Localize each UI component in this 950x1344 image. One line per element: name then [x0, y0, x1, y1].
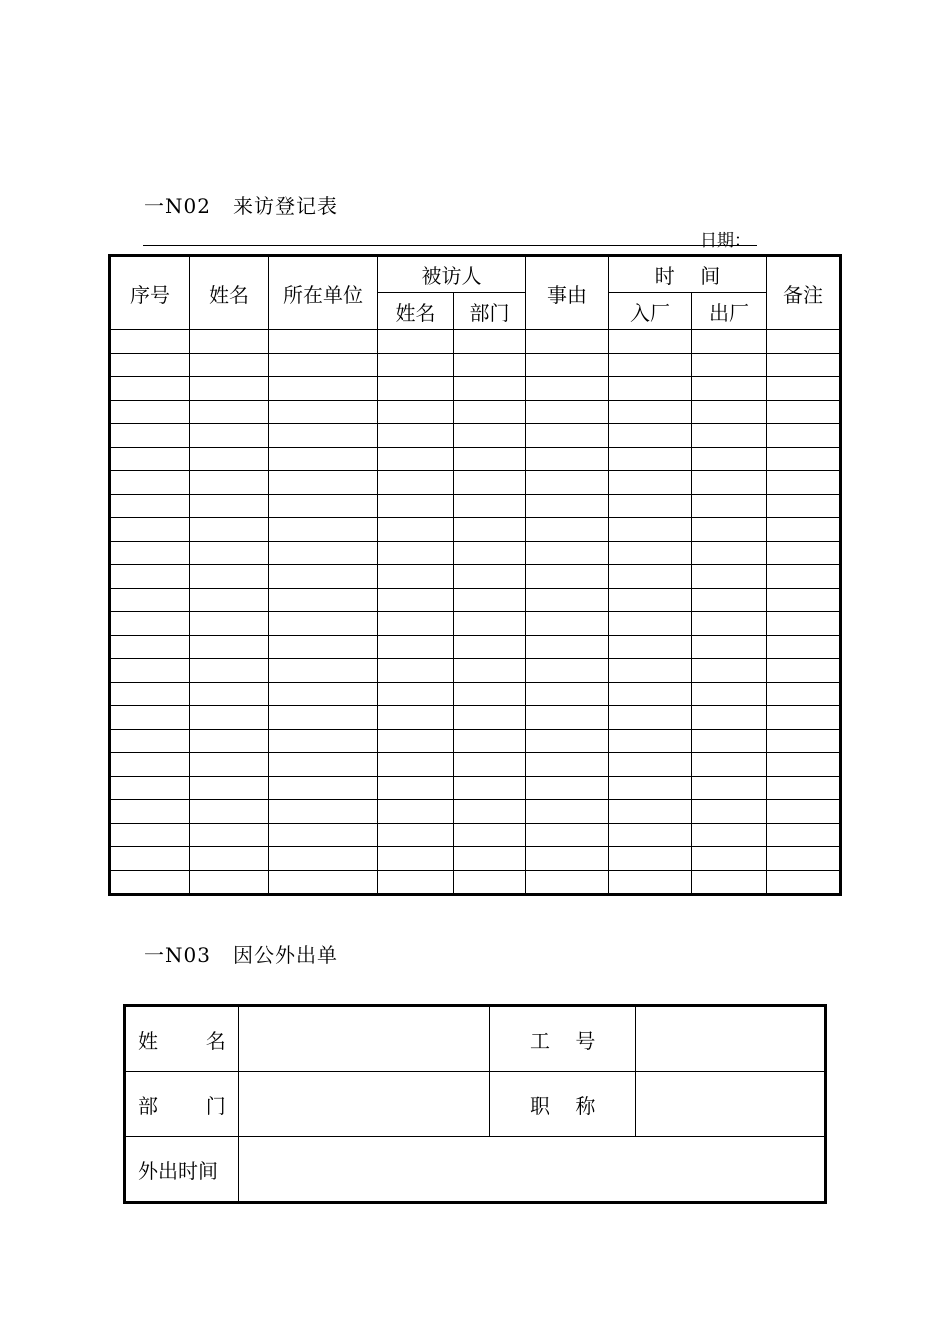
table-cell[interactable]: [692, 565, 767, 589]
table-cell[interactable]: [190, 682, 269, 706]
table-cell[interactable]: [609, 330, 692, 354]
table-cell[interactable]: [692, 518, 767, 542]
table-cell[interactable]: [609, 776, 692, 800]
table-row: [110, 377, 841, 401]
out-time-field[interactable]: [238, 1137, 825, 1203]
table-cell[interactable]: [692, 682, 767, 706]
table-cell[interactable]: [692, 847, 767, 871]
table-cell[interactable]: [767, 518, 841, 542]
table-cell[interactable]: [692, 753, 767, 777]
col-unit: 所在单位: [269, 256, 378, 330]
table-cell[interactable]: [692, 588, 767, 612]
table-cell[interactable]: [378, 588, 454, 612]
table-cell[interactable]: [767, 682, 841, 706]
table-cell[interactable]: [190, 612, 269, 636]
table-cell[interactable]: [190, 870, 269, 895]
table-row: [110, 518, 841, 542]
table-cell[interactable]: [609, 565, 692, 589]
table-cell[interactable]: [609, 870, 692, 895]
table-cell[interactable]: [110, 776, 190, 800]
table-cell[interactable]: [767, 400, 841, 424]
table-cell[interactable]: [692, 330, 767, 354]
table-cell[interactable]: [269, 682, 378, 706]
table-cell[interactable]: [110, 353, 190, 377]
table-cell[interactable]: [526, 753, 609, 777]
table-cell[interactable]: [609, 729, 692, 753]
dept-label-a: 部: [138, 1093, 158, 1118]
table-cell[interactable]: [378, 635, 454, 659]
table-cell[interactable]: [454, 424, 526, 448]
date-underline: [143, 245, 757, 246]
table-cell[interactable]: [190, 400, 269, 424]
table-row: [110, 494, 841, 518]
table-cell[interactable]: [110, 565, 190, 589]
table-cell[interactable]: [378, 659, 454, 683]
table-cell[interactable]: [110, 447, 190, 471]
table-cell[interactable]: [190, 565, 269, 589]
table-cell[interactable]: [378, 424, 454, 448]
table-cell[interactable]: [269, 424, 378, 448]
table-row: [110, 753, 841, 777]
table-cell[interactable]: [269, 776, 378, 800]
table-cell[interactable]: [110, 588, 190, 612]
table-cell[interactable]: [110, 706, 190, 730]
table-cell[interactable]: [692, 635, 767, 659]
table-cell[interactable]: [692, 400, 767, 424]
table-cell[interactable]: [692, 541, 767, 565]
table-cell[interactable]: [110, 612, 190, 636]
table-row: [110, 424, 841, 448]
table-cell[interactable]: [609, 424, 692, 448]
table-cell[interactable]: [190, 494, 269, 518]
table-cell[interactable]: [692, 706, 767, 730]
table-cell[interactable]: [378, 729, 454, 753]
table-cell[interactable]: [190, 659, 269, 683]
table-cell[interactable]: [526, 682, 609, 706]
table-cell[interactable]: [767, 847, 841, 871]
table-cell[interactable]: [767, 800, 841, 824]
table-cell[interactable]: [767, 729, 841, 753]
table-cell[interactable]: [110, 870, 190, 895]
table-cell[interactable]: [378, 800, 454, 824]
table-cell[interactable]: [110, 682, 190, 706]
table-cell[interactable]: [526, 588, 609, 612]
table-cell[interactable]: [269, 706, 378, 730]
table-cell[interactable]: [269, 753, 378, 777]
table-cell[interactable]: [454, 377, 526, 401]
table-cell[interactable]: [454, 494, 526, 518]
col-visitee-name: 姓名: [378, 293, 454, 330]
table-cell[interactable]: [609, 635, 692, 659]
col-reason: 事由: [526, 256, 609, 330]
table-cell[interactable]: [454, 870, 526, 895]
table-cell[interactable]: [269, 471, 378, 495]
table-cell[interactable]: [692, 800, 767, 824]
table-cell[interactable]: [110, 494, 190, 518]
table-cell[interactable]: [526, 729, 609, 753]
table-cell[interactable]: [454, 400, 526, 424]
title-text: 职 称: [529, 1093, 596, 1118]
table-cell[interactable]: [110, 659, 190, 683]
table-cell[interactable]: [269, 588, 378, 612]
table-cell[interactable]: [190, 729, 269, 753]
table-cell[interactable]: [378, 847, 454, 871]
table-cell[interactable]: [526, 541, 609, 565]
table-cell[interactable]: [692, 659, 767, 683]
table-cell[interactable]: [190, 635, 269, 659]
table-cell[interactable]: [609, 494, 692, 518]
table-cell[interactable]: [609, 518, 692, 542]
name-field[interactable]: [238, 1006, 490, 1072]
table-cell[interactable]: [269, 518, 378, 542]
table-row: [110, 823, 841, 847]
title-field[interactable]: [635, 1072, 825, 1137]
table-row: [110, 847, 841, 871]
table-cell[interactable]: [110, 377, 190, 401]
table-cell[interactable]: [767, 471, 841, 495]
table-row: [110, 447, 841, 471]
job-no-field[interactable]: [635, 1006, 825, 1072]
table-cell[interactable]: [609, 588, 692, 612]
table-cell[interactable]: [454, 447, 526, 471]
table-cell[interactable]: [190, 706, 269, 730]
table-cell[interactable]: [767, 541, 841, 565]
col-visitee-dept: 部门: [454, 293, 526, 330]
table-cell[interactable]: [526, 659, 609, 683]
table-cell[interactable]: [110, 400, 190, 424]
title-label: [490, 1072, 636, 1137]
col-time: [609, 256, 767, 293]
col-time-label: 时 间: [654, 264, 721, 288]
table-cell[interactable]: [767, 330, 841, 354]
table-cell[interactable]: [454, 330, 526, 354]
table-row: [110, 729, 841, 753]
form2-title: 一N03 因公外出单: [144, 943, 339, 967]
table-cell[interactable]: [767, 776, 841, 800]
table-cell[interactable]: [454, 565, 526, 589]
table-cell[interactable]: [526, 565, 609, 589]
table-cell[interactable]: [269, 612, 378, 636]
table-cell[interactable]: [609, 471, 692, 495]
table-cell[interactable]: [190, 588, 269, 612]
table-cell[interactable]: [767, 588, 841, 612]
table-cell[interactable]: [378, 753, 454, 777]
table-cell[interactable]: [378, 870, 454, 895]
table-cell[interactable]: [110, 753, 190, 777]
table-cell[interactable]: [190, 353, 269, 377]
table-cell[interactable]: [767, 870, 841, 895]
table-cell[interactable]: [454, 635, 526, 659]
table-cell[interactable]: [190, 518, 269, 542]
table-cell[interactable]: [454, 612, 526, 636]
table-cell[interactable]: [767, 635, 841, 659]
col-visitee: 被访人: [378, 256, 526, 293]
table-cell[interactable]: [269, 847, 378, 871]
col-name: 姓名: [190, 256, 269, 330]
table-cell[interactable]: [526, 424, 609, 448]
table-cell[interactable]: [454, 588, 526, 612]
dept-field[interactable]: [238, 1072, 490, 1137]
table-cell[interactable]: [767, 353, 841, 377]
form1-title: 一N02 来访登记表: [144, 194, 339, 218]
business-leave-form: [123, 1004, 827, 1204]
table-cell[interactable]: [269, 659, 378, 683]
table-cell[interactable]: [609, 400, 692, 424]
table-cell[interactable]: [609, 353, 692, 377]
table-cell[interactable]: [378, 518, 454, 542]
table-cell[interactable]: [110, 729, 190, 753]
date-label: 日期：: [700, 231, 751, 251]
table-row: [110, 471, 841, 495]
dept-label-b: 门: [205, 1093, 226, 1118]
table-cell[interactable]: [378, 541, 454, 565]
job-no-text: 工 号: [529, 1028, 596, 1053]
table-cell[interactable]: [454, 518, 526, 542]
table-cell[interactable]: [609, 659, 692, 683]
table-cell[interactable]: [692, 494, 767, 518]
visitor-rows: [110, 330, 841, 895]
table-row: [110, 776, 841, 800]
name-label-b: 名: [205, 1028, 226, 1053]
col-time-in: 入厂: [609, 293, 692, 330]
table-cell[interactable]: [767, 494, 841, 518]
table-cell[interactable]: [526, 400, 609, 424]
table-cell[interactable]: [110, 541, 190, 565]
table-cell[interactable]: [767, 612, 841, 636]
table-cell[interactable]: [269, 400, 378, 424]
table-cell[interactable]: [454, 729, 526, 753]
table-cell[interactable]: [454, 776, 526, 800]
table-cell[interactable]: [526, 800, 609, 824]
table-cell[interactable]: [190, 541, 269, 565]
table-cell[interactable]: [767, 424, 841, 448]
table-cell[interactable]: [190, 377, 269, 401]
table-cell[interactable]: [269, 330, 378, 354]
table-cell[interactable]: [269, 494, 378, 518]
table-row: [110, 870, 841, 895]
table-cell[interactable]: [454, 659, 526, 683]
table-cell[interactable]: [692, 729, 767, 753]
table-cell[interactable]: [526, 706, 609, 730]
table-cell[interactable]: [190, 847, 269, 871]
table-cell[interactable]: [454, 471, 526, 495]
table-cell[interactable]: [526, 353, 609, 377]
table-cell[interactable]: [110, 330, 190, 354]
table-cell[interactable]: [767, 659, 841, 683]
col-remark: 备注: [767, 256, 841, 330]
table-cell[interactable]: [526, 377, 609, 401]
table-cell[interactable]: [692, 776, 767, 800]
table-cell[interactable]: [190, 330, 269, 354]
table-cell[interactable]: [526, 635, 609, 659]
table-row: [110, 400, 841, 424]
name-label-cell: [125, 1006, 239, 1072]
table-cell[interactable]: [526, 471, 609, 495]
table-cell[interactable]: [692, 870, 767, 895]
table-cell[interactable]: [110, 424, 190, 448]
table-row: [110, 541, 841, 565]
table-cell[interactable]: [526, 776, 609, 800]
table-cell[interactable]: [269, 353, 378, 377]
table-cell[interactable]: [269, 447, 378, 471]
table-cell[interactable]: [526, 447, 609, 471]
table-cell[interactable]: [526, 847, 609, 871]
col-seq: 序号: [110, 256, 190, 330]
table-cell[interactable]: [269, 377, 378, 401]
table-cell[interactable]: [692, 823, 767, 847]
table-cell[interactable]: [692, 424, 767, 448]
table-cell[interactable]: [609, 682, 692, 706]
table-cell[interactable]: [454, 753, 526, 777]
table-cell[interactable]: [378, 682, 454, 706]
table-cell[interactable]: [269, 870, 378, 895]
table-row: [110, 353, 841, 377]
table-row: [110, 612, 841, 636]
table-cell[interactable]: [378, 447, 454, 471]
table-cell[interactable]: [378, 353, 454, 377]
table-row: [110, 330, 841, 354]
table-cell[interactable]: [190, 776, 269, 800]
table-cell[interactable]: [454, 706, 526, 730]
table-cell[interactable]: [110, 823, 190, 847]
table-cell[interactable]: [269, 541, 378, 565]
table-cell[interactable]: [454, 682, 526, 706]
job-no-label: [490, 1006, 636, 1072]
table-row: [110, 635, 841, 659]
table-cell[interactable]: [378, 471, 454, 495]
table-cell[interactable]: [692, 353, 767, 377]
table-cell[interactable]: [767, 706, 841, 730]
out-time-label: 外出时间: [125, 1137, 239, 1203]
table-cell[interactable]: [110, 471, 190, 495]
table-cell[interactable]: [454, 847, 526, 871]
table-cell[interactable]: [767, 823, 841, 847]
table-cell[interactable]: [609, 447, 692, 471]
table-cell[interactable]: [692, 471, 767, 495]
table-cell[interactable]: [110, 518, 190, 542]
table-cell[interactable]: [378, 706, 454, 730]
table-row: [110, 706, 841, 730]
col-time-out: 出厂: [692, 293, 767, 330]
table-cell[interactable]: [454, 541, 526, 565]
table-cell[interactable]: [110, 800, 190, 824]
table-cell[interactable]: [526, 823, 609, 847]
table-cell[interactable]: [378, 776, 454, 800]
table-cell[interactable]: [110, 635, 190, 659]
table-cell[interactable]: [692, 612, 767, 636]
table-row: [110, 682, 841, 706]
table-cell[interactable]: [767, 753, 841, 777]
table-cell[interactable]: [526, 870, 609, 895]
visitor-register-table: [108, 254, 842, 896]
table-cell[interactable]: [378, 377, 454, 401]
table-cell[interactable]: [269, 800, 378, 824]
table-cell[interactable]: [190, 800, 269, 824]
table-cell[interactable]: [190, 424, 269, 448]
table-cell[interactable]: [526, 518, 609, 542]
table-cell[interactable]: [609, 823, 692, 847]
table-cell[interactable]: [269, 823, 378, 847]
table-cell[interactable]: [269, 565, 378, 589]
table-cell[interactable]: [526, 330, 609, 354]
table-cell[interactable]: [454, 353, 526, 377]
table-cell[interactable]: [110, 847, 190, 871]
table-cell[interactable]: [692, 377, 767, 401]
dept-label-cell: [125, 1072, 239, 1137]
table-cell[interactable]: [454, 800, 526, 824]
table-cell[interactable]: [609, 541, 692, 565]
table-cell[interactable]: [609, 612, 692, 636]
table-cell[interactable]: [378, 565, 454, 589]
table-cell[interactable]: [526, 612, 609, 636]
table-cell[interactable]: [378, 400, 454, 424]
table-cell[interactable]: [767, 377, 841, 401]
table-cell[interactable]: [609, 377, 692, 401]
table-cell[interactable]: [378, 494, 454, 518]
table-cell[interactable]: [190, 753, 269, 777]
table-cell[interactable]: [454, 823, 526, 847]
table-cell[interactable]: [269, 729, 378, 753]
table-cell[interactable]: [190, 447, 269, 471]
table-cell[interactable]: [190, 471, 269, 495]
table-cell[interactable]: [378, 823, 454, 847]
table-cell[interactable]: [378, 330, 454, 354]
table-cell[interactable]: [609, 800, 692, 824]
table-cell[interactable]: [609, 753, 692, 777]
table-row: [110, 565, 841, 589]
table-row: [110, 659, 841, 683]
table-cell[interactable]: [609, 847, 692, 871]
name-label-a: 姓: [138, 1028, 158, 1053]
table-cell[interactable]: [609, 706, 692, 730]
table-cell[interactable]: [767, 447, 841, 471]
table-cell[interactable]: [378, 612, 454, 636]
table-row: [110, 588, 841, 612]
table-row: [110, 800, 841, 824]
table-cell[interactable]: [692, 447, 767, 471]
table-cell[interactable]: [767, 565, 841, 589]
table-cell[interactable]: [190, 823, 269, 847]
table-cell[interactable]: [269, 635, 378, 659]
table-cell[interactable]: [526, 494, 609, 518]
